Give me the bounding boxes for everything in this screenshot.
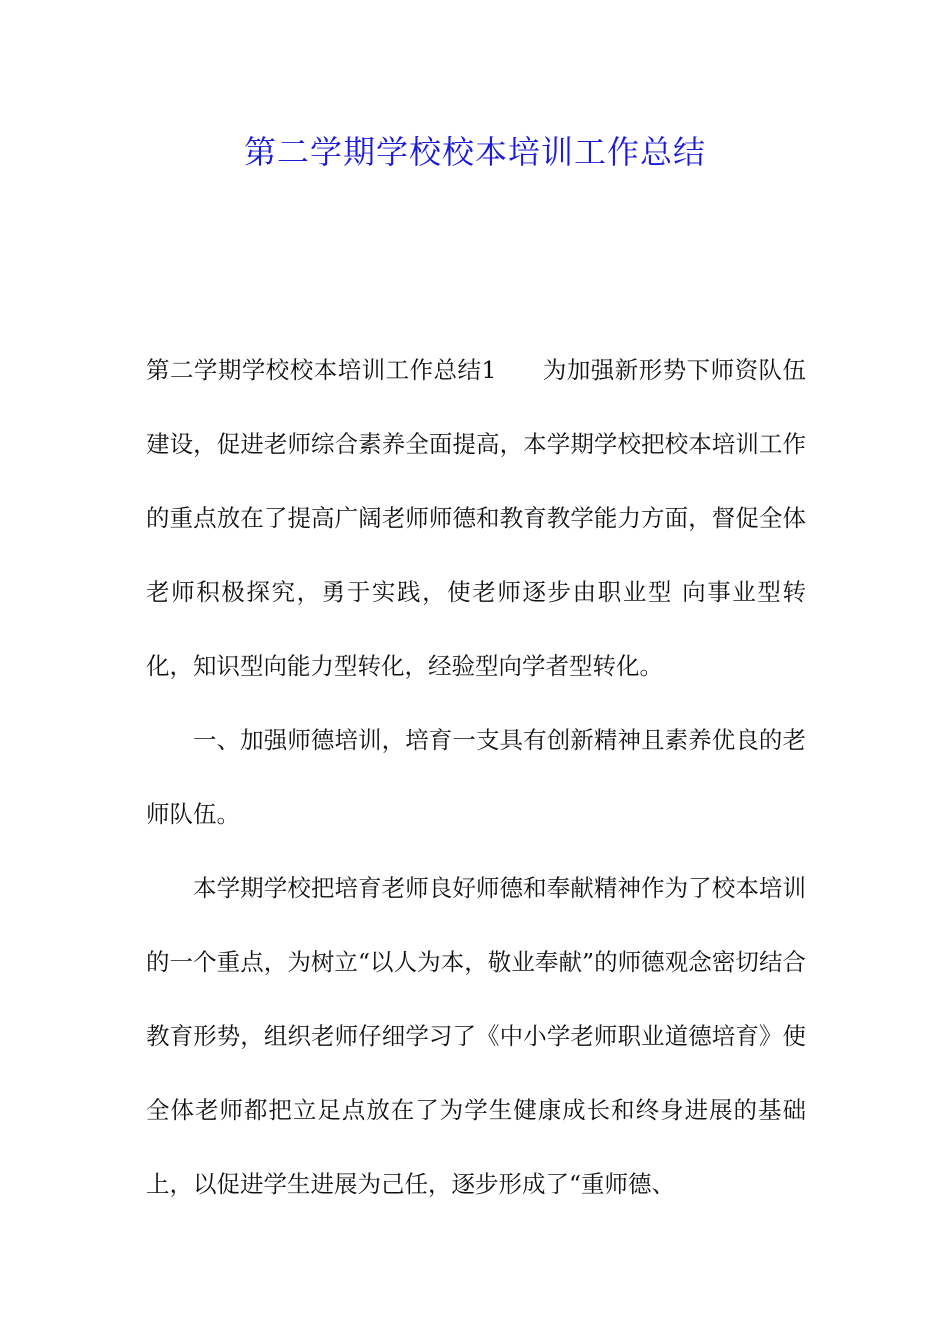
- paragraph-2: 一、加强师德培训，培育一支具有创新精神且素养优良的老师队伍。: [146, 726, 806, 828]
- paragraph-1: [146, 333, 806, 703]
- paragraph-1-lead: 第二学期学校校本培训工作总结1: [146, 356, 497, 384]
- paragraph-1-text: 为加强新形势下师资队伍建设，促进老师综合素养全面提高，本学期学校把校本培训工作的重点放在了提高广阔老师师德和教育教学能力方面，督促全体老师积极探究，勇于实践，使老师逐步由职业型 向事业型转化，知识型向能力型转化，经验型向学者型转化。: [146, 356, 807, 680]
- paragraph-3: 本学期学校把培育老师良好师德和奉献精神作为了校本培训的一个重点，为树立“以人为本，敬业奉献”的师德观念密切结合教育形势，组织老师仔细学习了《中小学老师职业道德培育》使全体老师都把立足点放在了为学生健康成长和终身进展的基础上，以促进学生进展为己任，逐步形成了“重师德、: [146, 874, 806, 1198]
- document-body: [146, 333, 806, 1221]
- document-title: 第二学期学校校本培训工作总结: [243, 133, 706, 171]
